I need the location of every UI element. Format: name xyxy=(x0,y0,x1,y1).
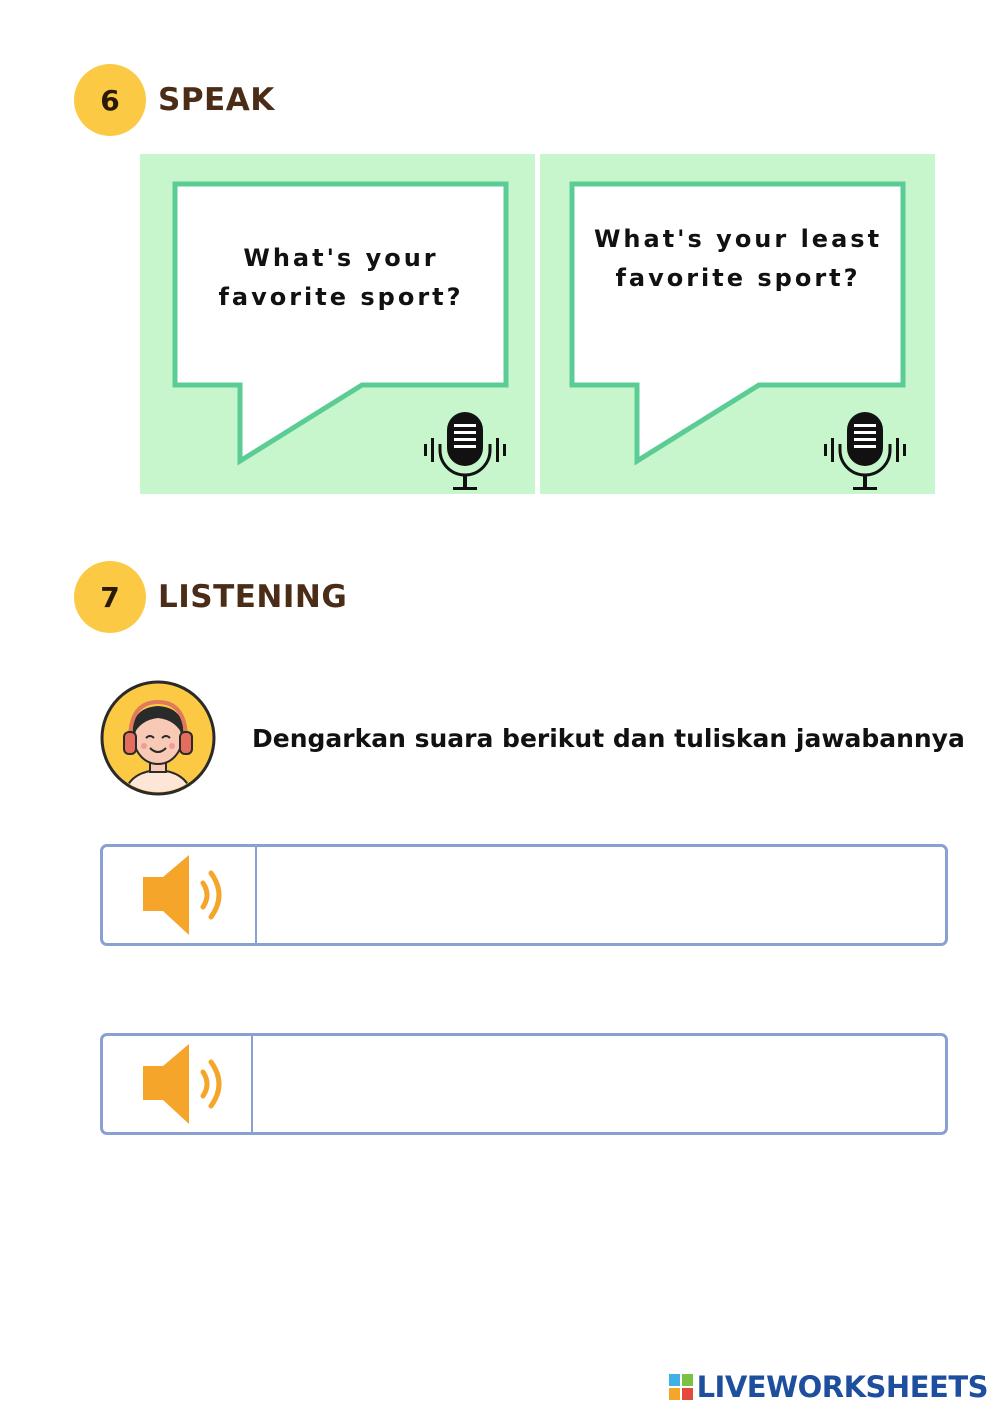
section-title: LISTENING xyxy=(158,579,348,615)
section-title: SPEAK xyxy=(158,82,275,118)
listener-avatar xyxy=(100,680,216,796)
section-number-badge: 7 xyxy=(74,561,146,633)
section-listening-header xyxy=(74,561,347,633)
box-divider xyxy=(251,1036,253,1132)
speak-question: What's your favorite sport? xyxy=(218,244,464,311)
brand-name: LIVEWORKSHEETS xyxy=(696,1370,988,1404)
audio-answer-row-2 xyxy=(100,1033,948,1135)
speak-card-2 xyxy=(540,154,935,494)
listening-instruction-row xyxy=(100,680,965,796)
listening-instruction: Dengarkan suara berikut dan tuliskan jawabannya xyxy=(252,723,965,753)
answer-input-1[interactable] xyxy=(261,851,937,939)
speaker-icon[interactable] xyxy=(139,1040,235,1128)
speaker-icon[interactable] xyxy=(139,851,235,939)
section-speak-header xyxy=(74,64,275,136)
microphone-icon xyxy=(423,410,507,494)
section-number-badge: 6 xyxy=(74,64,146,136)
microphone-icon xyxy=(823,410,907,494)
brand-footer xyxy=(669,1370,988,1404)
answer-input-2[interactable] xyxy=(261,1040,937,1128)
speak-question: What's your least favorite sport? xyxy=(593,225,883,292)
speak-card-1 xyxy=(140,154,535,494)
audio-answer-row-1 xyxy=(100,844,948,946)
liveworksheets-logo xyxy=(669,1374,693,1400)
box-divider xyxy=(255,847,257,943)
